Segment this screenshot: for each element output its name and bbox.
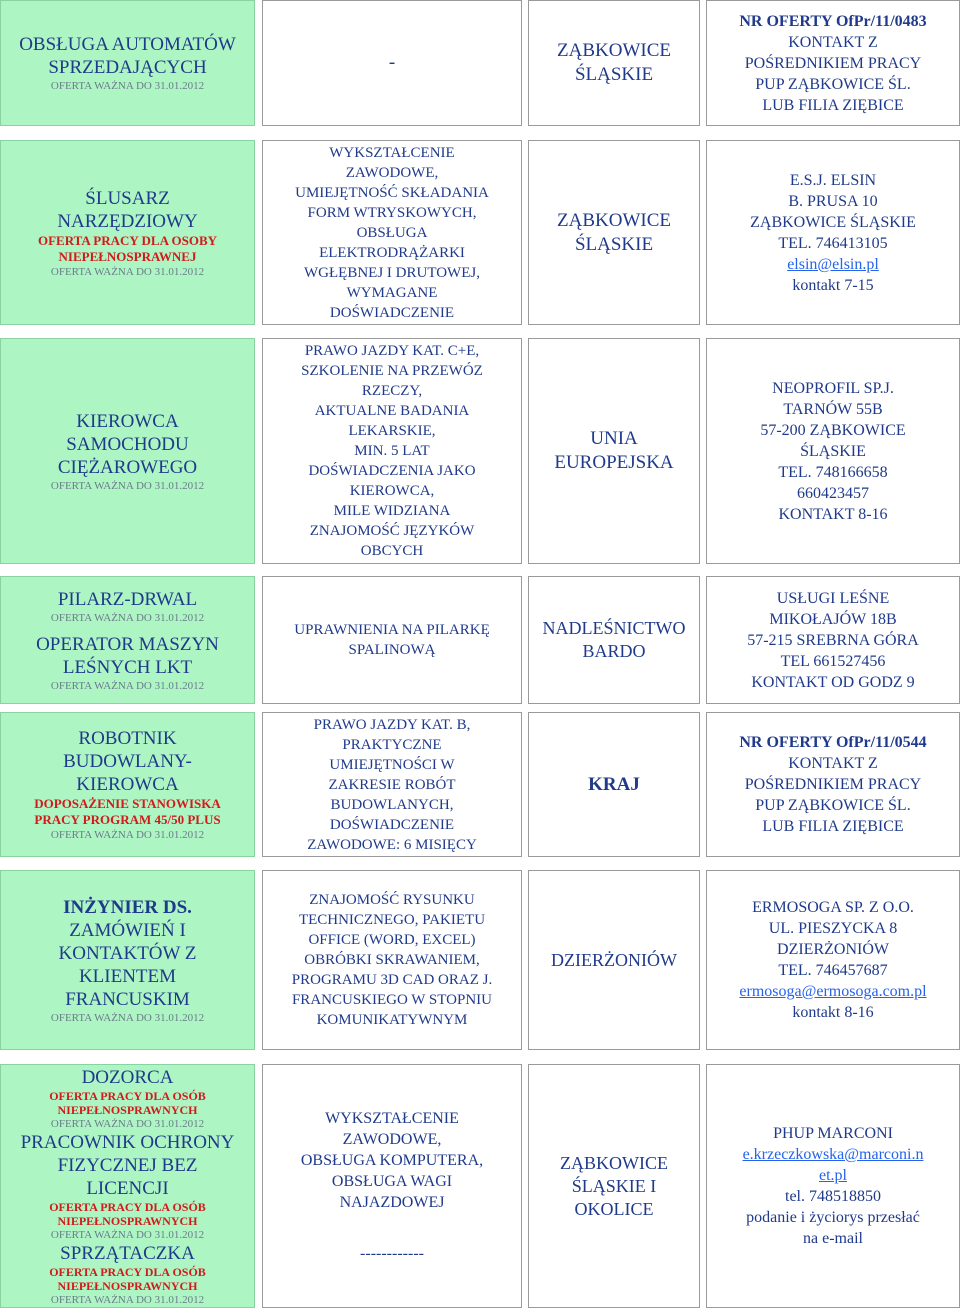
job-title-line: ROBOTNIK — [78, 728, 177, 749]
job-title-line: SPRZEDAJĄCYCH — [48, 57, 207, 78]
location-line: KRAJ — [588, 773, 640, 795]
disabled-offer-note: NIEPEŁNOSPRAWNYCH — [57, 1213, 198, 1228]
offer-valid-note: OFERTA WAŻNA DO 31.01.2012 — [50, 1228, 205, 1241]
requirements-line: KIEROWCA, — [349, 483, 435, 499]
contact-line: PUP ZĄBKOWICE ŚL. — [755, 75, 911, 93]
requirements-line: WYMAGANE — [346, 284, 438, 301]
job-title-line: INŻYNIER DS. — [63, 896, 192, 918]
job-cell — [0, 1064, 255, 1308]
disabled-offer-note: OFERTA PRACY DLA OSÓB — [49, 1264, 206, 1279]
contact-cell — [706, 712, 960, 857]
requirements-line: OBSŁUGA — [356, 224, 428, 241]
location-cell — [528, 338, 700, 564]
requirements-line: WGŁĘBNEJ I DRUTOWEJ, — [304, 264, 480, 281]
location-line: BARDO — [582, 641, 646, 661]
job-title-line: OBSŁUGA AUTOMATÓW — [19, 34, 236, 55]
requirements-cell — [262, 576, 522, 704]
contact-hours: kontakt 8-16 — [792, 1004, 874, 1021]
contact-note: podanie i życiorys przesłać — [746, 1209, 920, 1226]
requirements-line: OBSŁUGA KOMPUTERA, — [300, 1152, 484, 1169]
location-line: OKOLICE — [574, 1198, 654, 1219]
offer-row-2 — [0, 140, 960, 325]
requirements-line: PRAKTYCZNE — [342, 736, 442, 753]
company-name: E.S.J. ELSIN — [789, 171, 877, 189]
offer-row-5 — [0, 712, 960, 857]
contact-line: POŚREDNIKIEM PRACY — [744, 776, 922, 793]
offer-valid-note: OFERTA WAŻNA DO 31.01.2012 — [50, 829, 205, 841]
job-title-line: BUDOWLANY- — [63, 751, 192, 772]
program-note: DOPOSAŻENIE STANOWISKA — [34, 796, 221, 811]
location-line: EUROPEJSKA — [554, 452, 674, 473]
contact-cell — [706, 140, 960, 325]
requirements-line: UMIEJĘTNOŚCI W — [329, 756, 455, 773]
offer-row-4 — [0, 576, 960, 704]
offer-valid-note: OFERTA WAŻNA DO 31.01.2012 — [50, 479, 205, 492]
requirements-line: PRAWO JAZDY KAT. B, — [313, 716, 471, 733]
contact-line: LUB FILIA ZIĘBICE — [762, 96, 904, 114]
location-line: ŚLĄSKIE — [574, 233, 654, 255]
job-title-line: DOZORCA — [81, 1066, 174, 1088]
requirements-line: ZAWODOWE, — [342, 1131, 442, 1148]
location-cell — [528, 0, 700, 126]
requirements-line: DOŚWIADCZENIE — [329, 816, 455, 833]
job-title-line: ŚLUSARZ — [85, 187, 170, 209]
disabled-offer-note: OFERTA PRACY DLA OSÓB — [49, 1088, 206, 1103]
requirements-line: WYKSZTAŁCENIE — [325, 1110, 459, 1127]
requirements-cell — [262, 338, 522, 564]
requirements-line: BUDOWLANYCH, — [330, 796, 454, 813]
location-line: ZĄBKOWICE — [557, 209, 671, 231]
requirements-line: OBCYCH — [360, 543, 424, 559]
contact-line: DZIERŻONIÓW — [777, 941, 889, 958]
offer-row-7 — [0, 1064, 960, 1308]
requirements-line: UPRAWNIENIA NA PILARKĘ — [294, 622, 490, 638]
contact-cell — [706, 1064, 960, 1308]
offer-row-6 — [0, 870, 960, 1050]
disabled-offer-note: OFERTA PRACY DLA OSOBY — [37, 232, 218, 248]
job-cell — [0, 576, 255, 704]
offer-number: NR OFERTY OfPr/11/0544 — [739, 734, 927, 751]
requirements-line: OBSŁUGA WAGI — [331, 1173, 453, 1190]
job-title-line: LICENCJI — [86, 1177, 169, 1199]
job-title-line: FRANCUSKIM — [65, 988, 190, 1010]
disabled-offer-note: NIEPEŁNOSPRAWNYCH — [57, 1278, 198, 1293]
email-link[interactable]: elsin@elsin.pl — [787, 255, 879, 273]
location-line: NADLEŚNICTWO — [542, 618, 686, 638]
requirements-line: LEKARSKIE, — [348, 423, 436, 439]
contact-line: 57-215 SREBRNA GÓRA — [747, 631, 919, 649]
requirements-line: TECHNICZNEGO, PAKIETU — [298, 912, 486, 928]
contact-cell — [706, 870, 960, 1050]
contact-note: na e-mail — [803, 1230, 863, 1247]
job-title-line: KONTAKTÓW Z — [58, 942, 197, 964]
location-line: DZIERŻONIÓW — [551, 949, 677, 970]
job-title-line: OPERATOR MASZYN — [36, 633, 219, 655]
contact-line: ŚLĄSKIE — [800, 442, 866, 460]
contact-line: KONTAKT Z — [788, 33, 878, 51]
offer-row-1 — [0, 0, 960, 126]
contact-hours: KONTAKT 8-16 — [778, 505, 888, 523]
job-cell — [0, 870, 255, 1050]
contact-hours: KONTAKT OD GODZ 9 — [751, 673, 915, 691]
email-link[interactable]: ermosoga@ermosoga.com.pl — [739, 983, 927, 1000]
offer-valid-note: OFERTA WAŻNA DO 31.01.2012 — [50, 1011, 205, 1024]
job-title-line: PRACOWNIK OCHRONY — [20, 1131, 235, 1153]
requirements-line: MILE WIDZIANA — [333, 503, 451, 519]
requirements-line: AKTUALNE BADANIA — [314, 403, 470, 419]
requirements-cell — [262, 140, 522, 325]
company-name: NEOPROFIL SP.J. — [772, 379, 894, 397]
phone-number: tel. 748518850 — [785, 1188, 881, 1205]
job-cell — [0, 0, 255, 126]
location-line: UNIA — [590, 428, 638, 449]
requirements-line: OBRÓBKI SKRAWANIEM, — [304, 952, 480, 968]
requirements-line: RZECZY, — [361, 383, 423, 399]
contact-line: MIKOŁAJÓW 18B — [769, 610, 897, 628]
contact-cell — [706, 576, 960, 704]
offer-valid-note: OFERTA WAŻNA DO 31.01.2012 — [50, 80, 205, 92]
job-title-line: SAMOCHODU — [66, 433, 189, 455]
disabled-offer-note: NIEPEŁNOSPRAWNYCH — [57, 1102, 198, 1117]
company-name: PHUP MARCONI — [773, 1125, 893, 1142]
job-title-line: KLIENTEM — [78, 965, 177, 987]
job-title-line: FIZYCZNEJ BEZ — [57, 1154, 198, 1176]
job-title-line: CIĘŻAROWEGO — [57, 456, 198, 478]
job-title-line: LEŚNYCH LKT — [62, 656, 193, 678]
job-title-line: KIEROWCA — [76, 774, 179, 795]
offer-valid-note: OFERTA WAŻNA DO 31.01.2012 — [50, 679, 205, 692]
requirements-cell — [262, 1064, 522, 1308]
email-link[interactable]: e.krzeczkowska@marconi.n — [742, 1146, 924, 1163]
contact-line: POŚREDNIKIEM PRACY — [744, 54, 922, 72]
location-line: ŚLĄSKIE I — [571, 1175, 657, 1196]
contact-cell — [706, 338, 960, 564]
job-title-line: NARZĘDZIOWY — [57, 210, 198, 232]
contact-hours: kontakt 7-15 — [792, 276, 874, 294]
location-line: ZĄBKOWICE — [557, 40, 671, 61]
company-name: USŁUGI LEŚNE — [776, 589, 890, 607]
phone-number: TEL. 746413105 — [778, 234, 888, 252]
location-cell — [528, 712, 700, 857]
contact-line: PUP ZĄBKOWICE ŚL. — [755, 797, 911, 814]
job-cell — [0, 712, 255, 857]
location-line: ŚLĄSKIE — [574, 64, 654, 85]
requirements-line: SPALINOWĄ — [348, 642, 436, 658]
offer-valid-note: OFERTA WAŻNA DO 31.01.2012 — [50, 611, 205, 624]
requirements-line: ZNAJOMOŚĆ JĘZYKÓW — [309, 523, 475, 539]
offer-number: NR OFERTY OfPr/11/0483 — [739, 12, 927, 30]
phone-number: TEL. 748166658 — [778, 463, 888, 481]
location-cell — [528, 140, 700, 325]
contact-line: ZĄBKOWICE ŚLĄSKIE — [750, 213, 916, 231]
requirements-cell — [262, 712, 522, 857]
contact-line: 57-200 ZĄBKOWICE — [760, 421, 906, 439]
offer-valid-note: OFERTA WAŻNA DO 31.01.2012 — [50, 1293, 205, 1306]
program-note: PRACY PROGRAM 45/50 PLUS — [34, 812, 221, 827]
job-cell — [0, 338, 255, 564]
location-cell — [528, 1064, 700, 1308]
job-title-line: KIEROWCA — [76, 410, 179, 432]
contact-line: KONTAKT Z — [788, 755, 878, 772]
job-title-line: PILARZ-DRWAL — [57, 588, 198, 610]
disabled-offer-note: OFERTA PRACY DLA OSÓB — [49, 1199, 206, 1214]
requirements-line: NAJAZDOWEJ — [339, 1194, 445, 1211]
requirements-line: MIN. 5 LAT — [354, 443, 430, 459]
requirements-line: OFFICE (WORD, EXCEL) — [308, 932, 476, 948]
contact-line: B. PRUSA 10 — [788, 192, 878, 210]
job-title-line: SPRZĄTACZKA — [60, 1242, 195, 1264]
offer-row-3 — [0, 338, 960, 564]
contact-cell — [706, 0, 960, 126]
contact-line: LUB FILIA ZIĘBICE — [762, 818, 904, 835]
location-cell — [528, 576, 700, 704]
company-name: ERMOSOGA SP. Z O.O. — [752, 899, 914, 916]
email-link[interactable]: et.pl — [819, 1167, 847, 1184]
requirements-line: PROGRAMU 3D CAD ORAZ J. — [291, 972, 493, 988]
requirements-line: SZKOLENIE NA PRZEWÓZ — [301, 363, 483, 379]
offer-valid-note: OFERTA WAŻNA DO 31.01.2012 — [50, 265, 205, 278]
requirements-line: FRANCUSKIEGO W STOPNIU — [291, 992, 493, 1008]
requirements-line: WYKSZTAŁCENIE — [329, 144, 455, 161]
phone-number: TEL. 746457687 — [778, 962, 888, 979]
requirements-line: ZAWODOWE: 6 MISIĘCY — [307, 836, 477, 853]
offer-valid-note: OFERTA WAŻNA DO 31.01.2012 — [50, 1117, 205, 1130]
requirements-line: KOMUNIKATYWNYM — [316, 1012, 468, 1028]
requirements-line: PRAWO JAZDY KAT. C+E, — [304, 343, 480, 359]
requirements-line: ZNAJOMOŚĆ RYSUNKU — [309, 892, 475, 908]
requirements-line: DOŚWIADCZENIA JAKO — [308, 463, 476, 479]
location-cell — [528, 870, 700, 1050]
requirements-cell — [262, 0, 522, 126]
requirements-line: UMIEJĘTNOŚĆ SKŁADANIA — [295, 184, 489, 201]
phone-number: TEL 661527456 — [780, 652, 886, 670]
requirements-line: FORM WTRYSKOWYCH, — [307, 204, 477, 221]
requirements-line: ZAKRESIE ROBÓT — [328, 776, 456, 793]
job-cell — [0, 140, 255, 325]
requirements-text: - — [388, 52, 396, 73]
requirements-line: ZAWODOWE, — [345, 164, 439, 181]
contact-line: UL. PIESZYCKA 8 — [768, 920, 898, 937]
disabled-offer-note: NIEPEŁNOSPRAWNEJ — [58, 248, 197, 264]
phone-number: 660423457 — [797, 484, 869, 502]
contact-line: TARNÓW 55B — [783, 400, 883, 418]
requirements-line: DOŚWIADCZENIE — [329, 304, 455, 321]
location-line: ZĄBKOWICE — [560, 1152, 668, 1173]
job-title-line: ZAMÓWIEŃ I — [69, 919, 186, 941]
requirements-line: ELEKTRODRĄŻARKI — [319, 244, 465, 261]
requirements-separator: ------------ — [360, 1245, 424, 1262]
requirements-cell — [262, 870, 522, 1050]
